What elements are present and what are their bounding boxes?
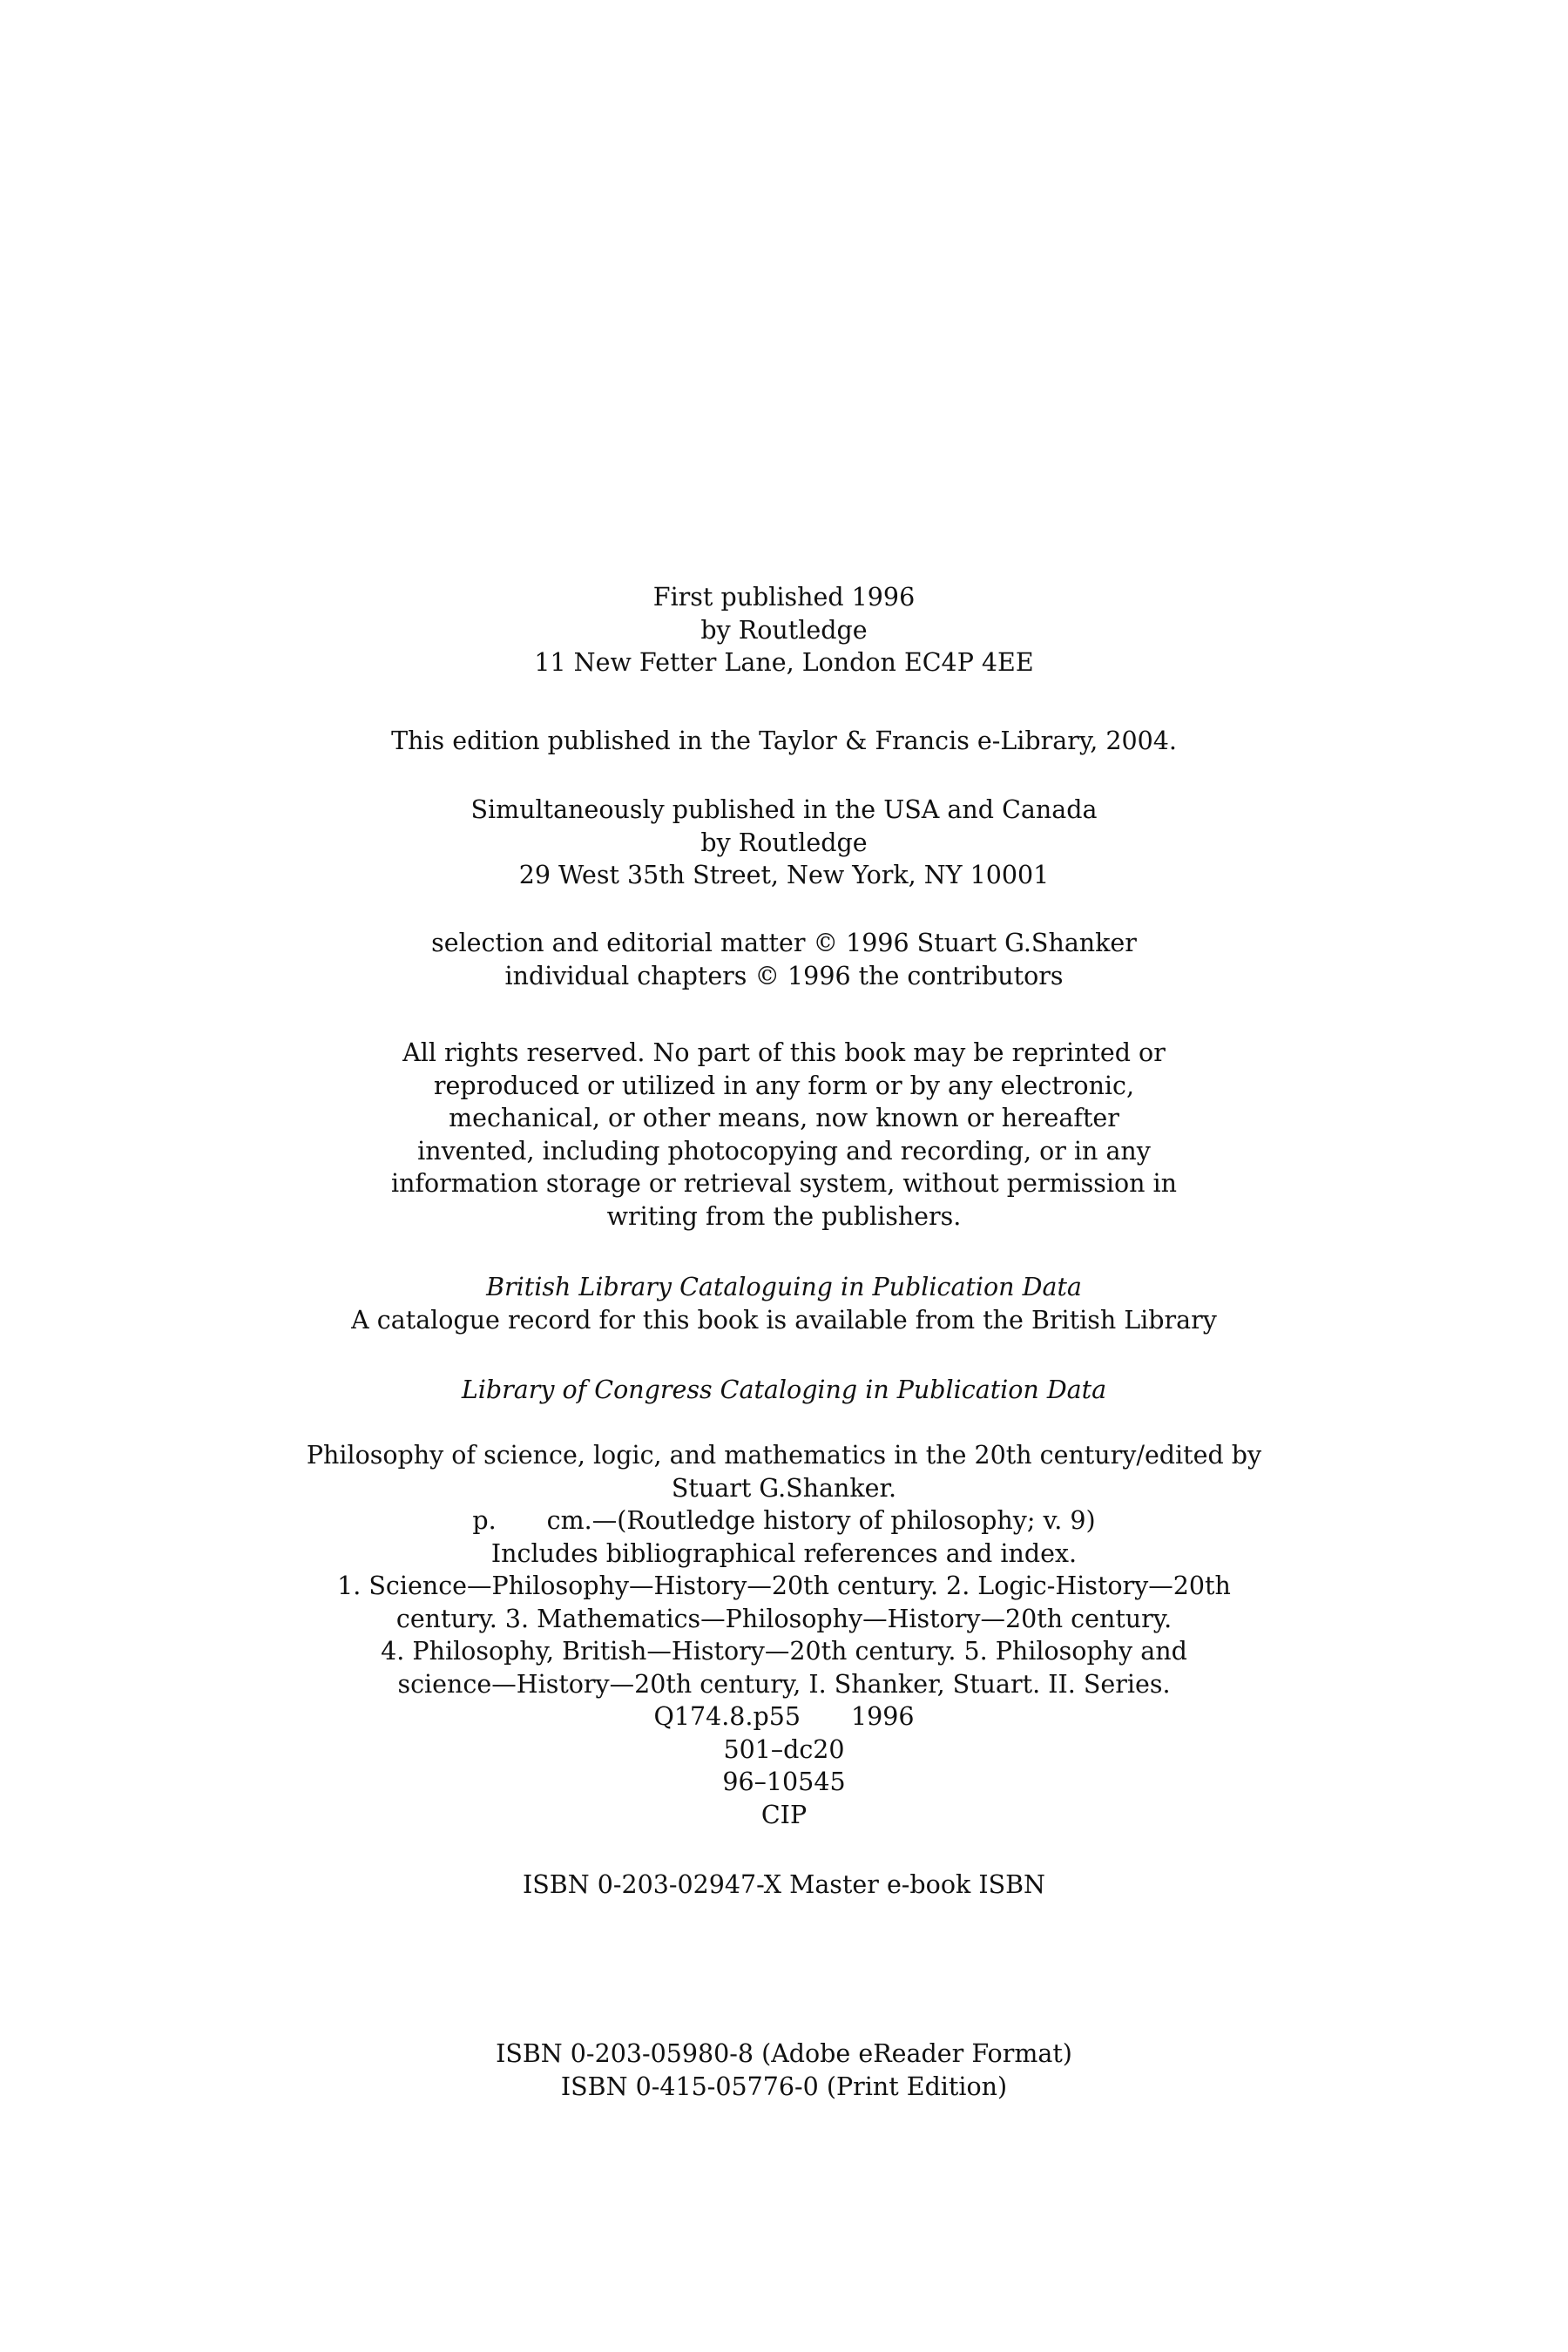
cip-subject-line: 1. Science—Philosophy—History—20th century. 2. Logic-History—20th — [337, 1571, 1231, 1600]
edition-note — [0, 725, 1568, 758]
cip-title-line: Stuart G.Shanker. — [671, 1473, 897, 1503]
rights-block — [0, 1037, 1568, 1233]
cip-includes: Includes bibliographical references and index. — [490, 1538, 1078, 1568]
british-library-text: A catalogue record for this book is available from the British Library — [351, 1305, 1217, 1335]
cip-block — [0, 1439, 1568, 1831]
isbn-print: ISBN 0-415-05776-0 (Print Edition) — [560, 2072, 1008, 2101]
edition-line: This edition published in the Taylor & Francis e-Library, 2004. — [391, 727, 1177, 755]
cip-year: 1996 — [851, 1702, 915, 1731]
isbn-master-block — [0, 1869, 1568, 1902]
cip-lccn: 96–10545 — [722, 1767, 846, 1796]
first-published-line: First published 1996 — [652, 583, 916, 612]
cip-subject-line: science—History—20th century, I. Shanker, Stuart. II. Series. — [397, 1669, 1171, 1699]
cip-label: CIP — [760, 1800, 808, 1829]
simultaneous-line: Simultaneously published in the USA and Canada — [470, 795, 1098, 824]
loc-heading: Library of Congress Cataloging in Publication Data — [461, 1375, 1107, 1404]
publisher-line: by Routledge — [700, 615, 868, 645]
cip-title-line: Philosophy of science, logic, and mathematics in the 20th century/edited by — [306, 1441, 1262, 1470]
us-publisher-address: 29 West 35th Street, New York, NY 10001 — [518, 861, 1050, 889]
editorial-copyright: selection and editorial matter © 1996 Stuart G.Shanker — [431, 929, 1137, 957]
isbn-formats-block — [0, 2038, 1568, 2103]
cip-dewey: 501–dc20 — [723, 1734, 845, 1764]
cip-subject-line: century. 3. Mathematics—Philosophy—History—20th century. — [395, 1604, 1173, 1633]
rights-line: information storage or retrieval system, without permission in — [390, 1169, 1178, 1198]
british-library-heading: British Library Cataloguing in Publication Data — [486, 1273, 1082, 1301]
cip-callnumber-line — [0, 1700, 1568, 1734]
british-library-block — [0, 1271, 1568, 1336]
loc-heading-block — [0, 1374, 1568, 1407]
cip-p: p. — [472, 1506, 497, 1535]
publisher-address: 11 New Fetter Lane, London EC4P 4EE — [534, 648, 1034, 677]
rights-line: reproduced or utilized in any form or by any electronic, — [433, 1071, 1135, 1100]
first-published-block — [0, 581, 1568, 679]
chapters-copyright: individual chapters © 1996 the contributors — [504, 961, 1064, 990]
rights-line: writing from the publishers. — [606, 1201, 962, 1231]
cip-physical-line — [0, 1504, 1568, 1538]
rights-line: All rights reserved. No part of this book may be reprinted or — [402, 1038, 1166, 1067]
rights-line: mechanical, or other means, now known or hereafter — [449, 1104, 1119, 1132]
isbn-master: ISBN 0-203-02947-X Master e-book ISBN — [523, 1870, 1045, 1899]
cip-callnumber: Q174.8.p55 — [653, 1702, 801, 1731]
cip-subject-line: 4. Philosophy, British—History—20th century. 5. Philosophy and — [381, 1637, 1187, 1666]
isbn-adobe: ISBN 0-203-05980-8 (Adobe eReader Format) — [496, 2039, 1072, 2068]
simultaneous-block — [0, 794, 1568, 892]
cip-series: cm.—(Routledge history of philosophy; v. 9) — [546, 1506, 1096, 1535]
rights-line: invented, including photocopying and recording, or in any — [417, 1136, 1151, 1166]
us-publisher-line: by Routledge — [700, 828, 868, 857]
copyright-block — [0, 927, 1568, 992]
